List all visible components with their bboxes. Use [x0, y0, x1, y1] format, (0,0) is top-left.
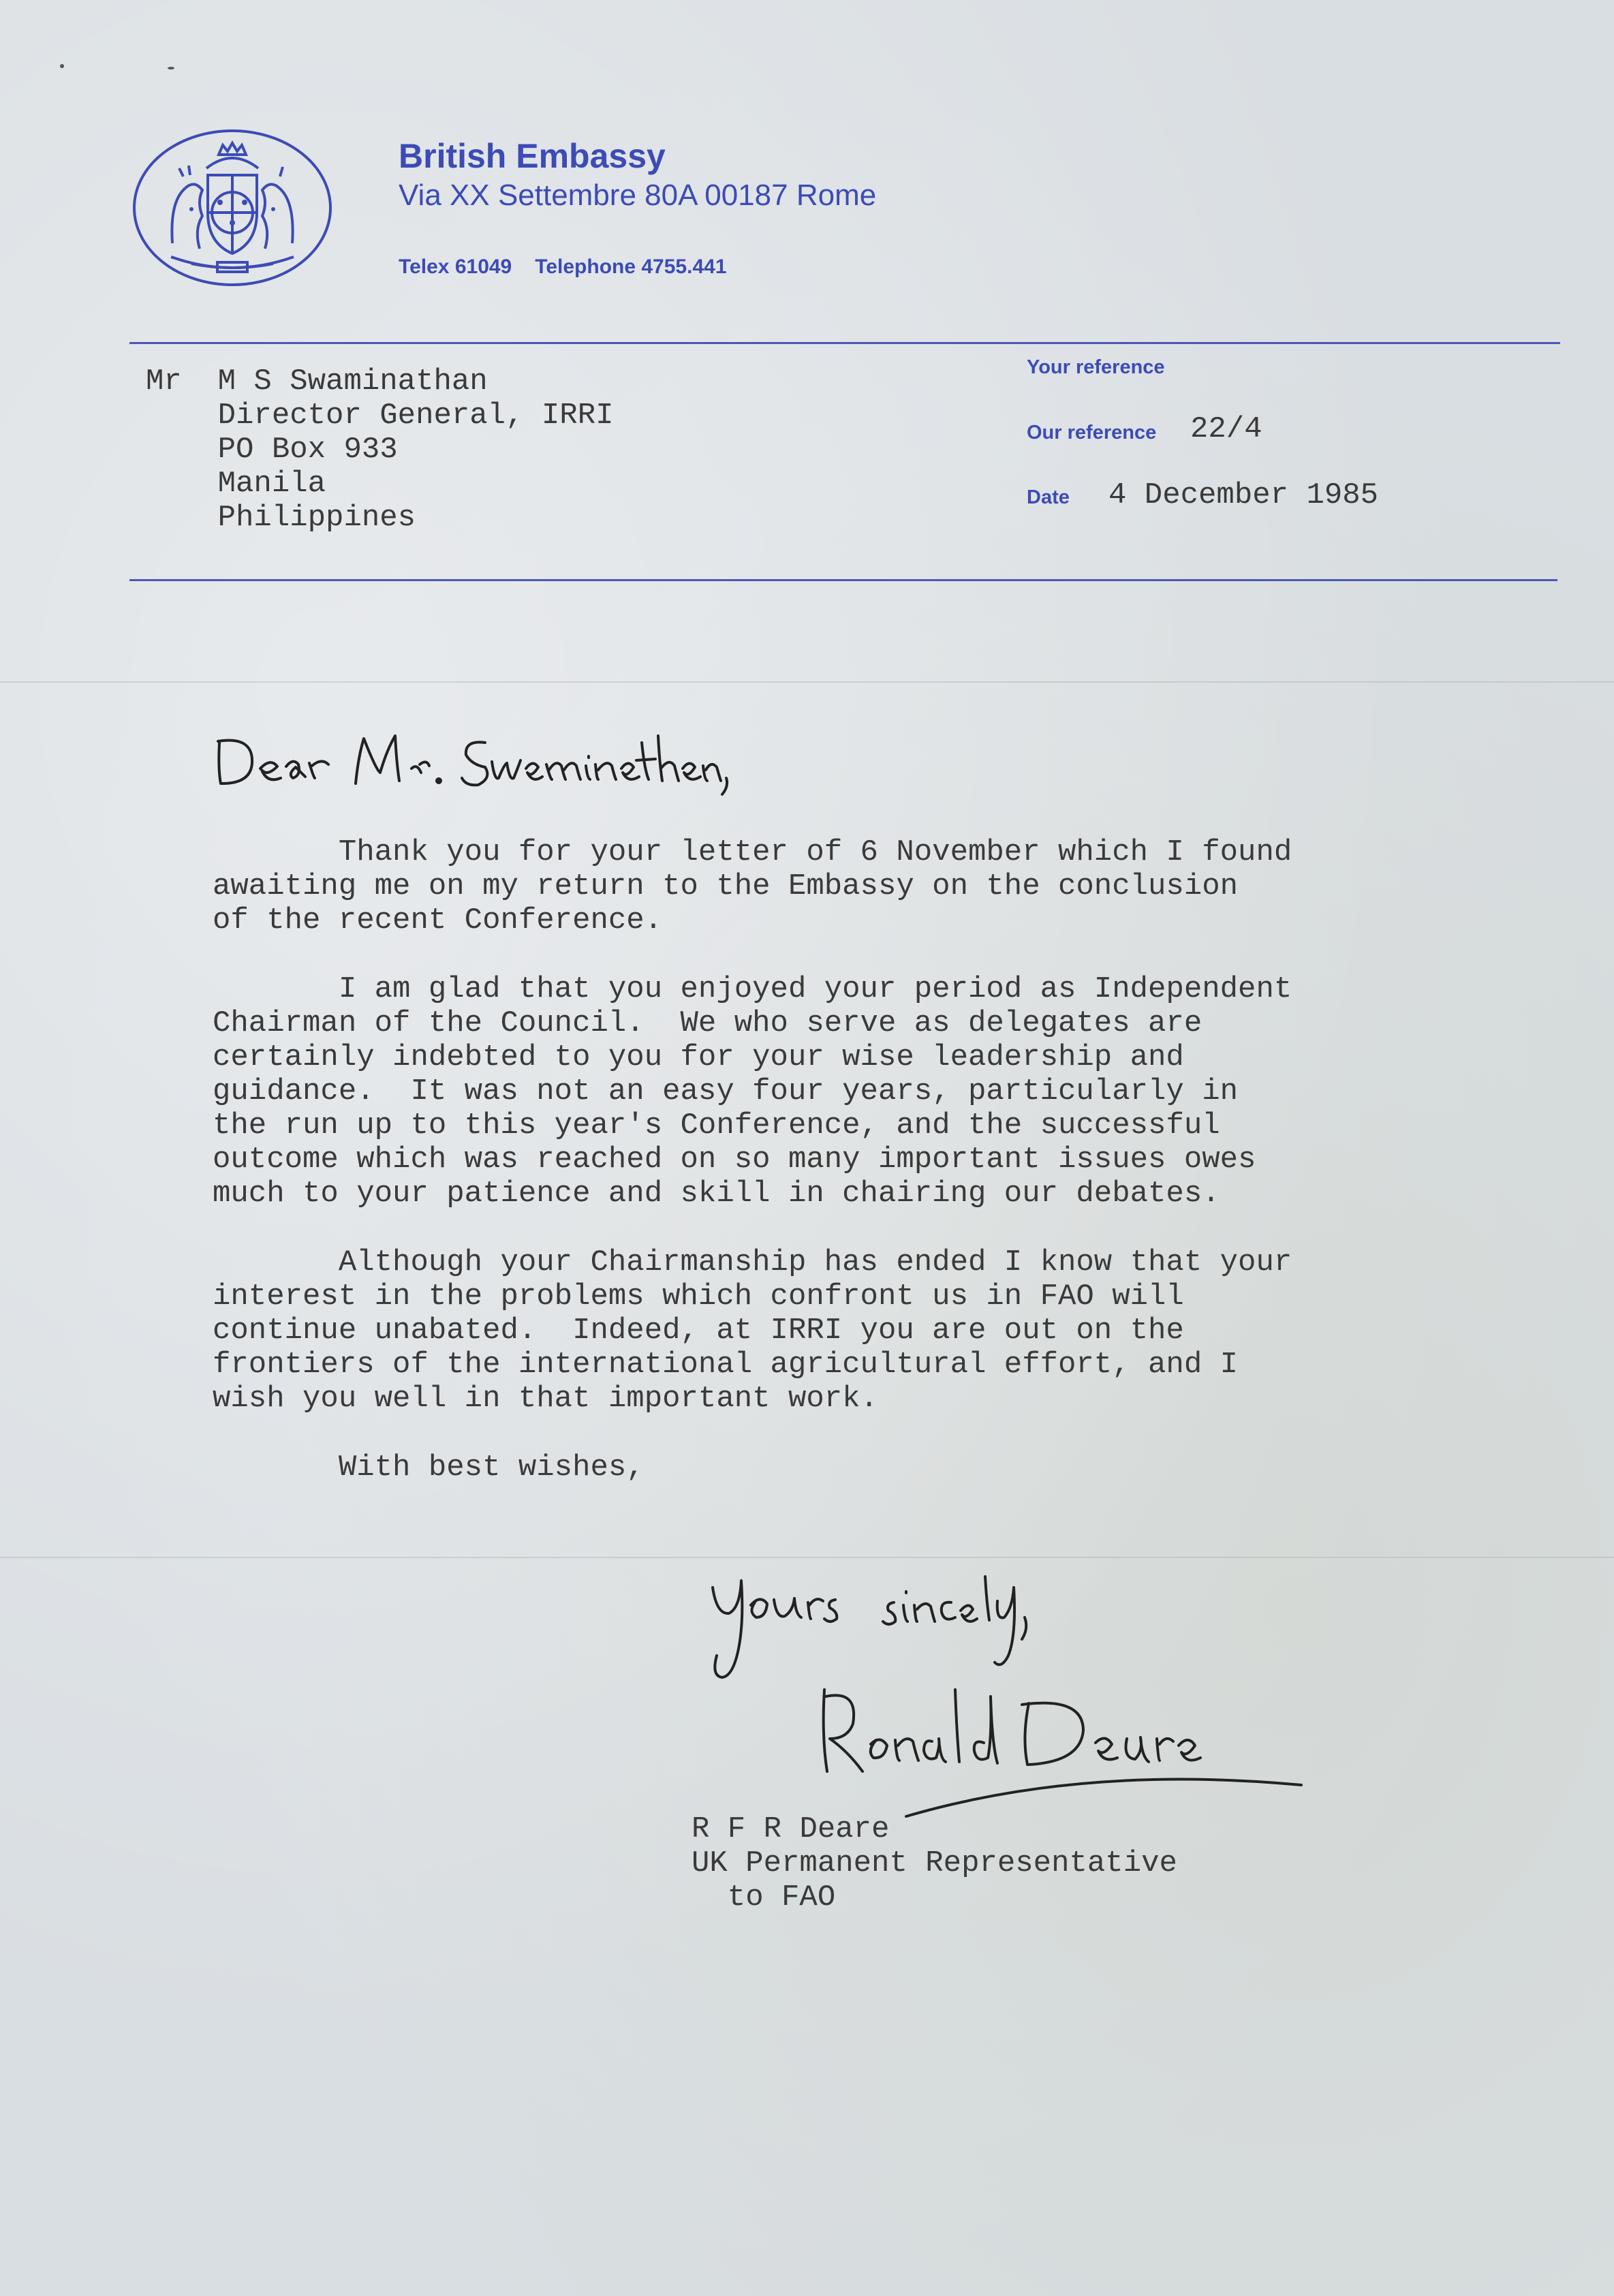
body-line: guidance. It was not an easy four years, particularly in — [213, 1074, 1239, 1108]
signature-block — [692, 1812, 1177, 1914]
signatory-title-2: to FAO — [692, 1880, 836, 1914]
header-rule-bottom — [129, 579, 1557, 581]
body-line: certainly indebted to you for your wise leadership and — [213, 1040, 1184, 1074]
closing-line: With best wishes, — [213, 1450, 645, 1485]
date-value: 4 December 1985 — [1108, 478, 1379, 512]
body-line: awaiting me on my return to the Embassy on the conclusion — [213, 869, 1239, 903]
date-label: Date — [1027, 486, 1070, 508]
embassy-address: Via XX Settembre 80A 00187 Rome — [399, 179, 877, 212]
recipient-address — [146, 364, 614, 535]
handwritten-salutation — [213, 715, 730, 797]
recipient-line: Philippines — [146, 501, 416, 535]
body-line: much to your patience and skill in chairing our debates. — [213, 1177, 1220, 1211]
body-line: outcome which was reached on so many important issues owes — [213, 1143, 1256, 1177]
telex-number: Telex 61049 — [399, 255, 512, 278]
signatory-name-line — [692, 1812, 1177, 1846]
body-line: interest in the problems which confront us in FAO will — [213, 1279, 1184, 1314]
body-paragraph — [213, 972, 1292, 1211]
body-line: frontiers of the international agricultural effort, and I — [213, 1348, 1239, 1382]
signatory-title: UK Permanent Representative — [692, 1846, 1177, 1880]
body-line: Although your Chairmanship has ended I know that your — [213, 1245, 1292, 1279]
paper-fold — [0, 681, 1614, 683]
recipient-line: Director General, IRRI — [146, 399, 614, 433]
body-line: of the recent Conference. — [213, 903, 663, 937]
header-rule-top — [129, 342, 1560, 344]
body-line: wish you well in that important work. — [213, 1382, 878, 1416]
signatory-surname: Deare — [799, 1812, 890, 1846]
paper-speck — [60, 64, 64, 68]
telephone-number: Telephone 4755.441 — [535, 255, 727, 278]
body-line: the run up to this year's Conference, and the successful — [213, 1108, 1220, 1143]
our-reference-label: Our reference — [1027, 422, 1157, 444]
body-line: Thank you for your letter of 6 November which I found — [213, 835, 1292, 869]
paper-fold — [0, 1557, 1614, 1558]
paper-speck — [168, 67, 174, 69]
letter-body — [213, 835, 1292, 1485]
body-line: Chairman of the Council. We who serve as delegates are — [213, 1006, 1202, 1040]
handwritten-signature — [702, 1560, 1329, 1819]
embassy-name: British Embassy — [399, 137, 666, 175]
embassy-contact — [399, 255, 750, 279]
body-paragraph — [213, 1245, 1292, 1416]
recipient-line: PO Box 933 — [146, 433, 398, 467]
your-reference-label: Your reference — [1027, 356, 1165, 378]
royal-crest-icon — [131, 127, 333, 288]
body-line: continue unabated. Indeed, at IRRI you are out on the — [213, 1314, 1184, 1348]
recipient-line: Manila — [146, 467, 326, 501]
signatory-initials: R F R — [692, 1812, 800, 1846]
our-reference-value: 22/4 — [1190, 412, 1262, 446]
body-line: I am glad that you enjoyed your period as Independent — [213, 972, 1292, 1006]
body-paragraph — [213, 835, 1292, 937]
recipient-line: Mr M S Swaminathan — [146, 364, 488, 399]
